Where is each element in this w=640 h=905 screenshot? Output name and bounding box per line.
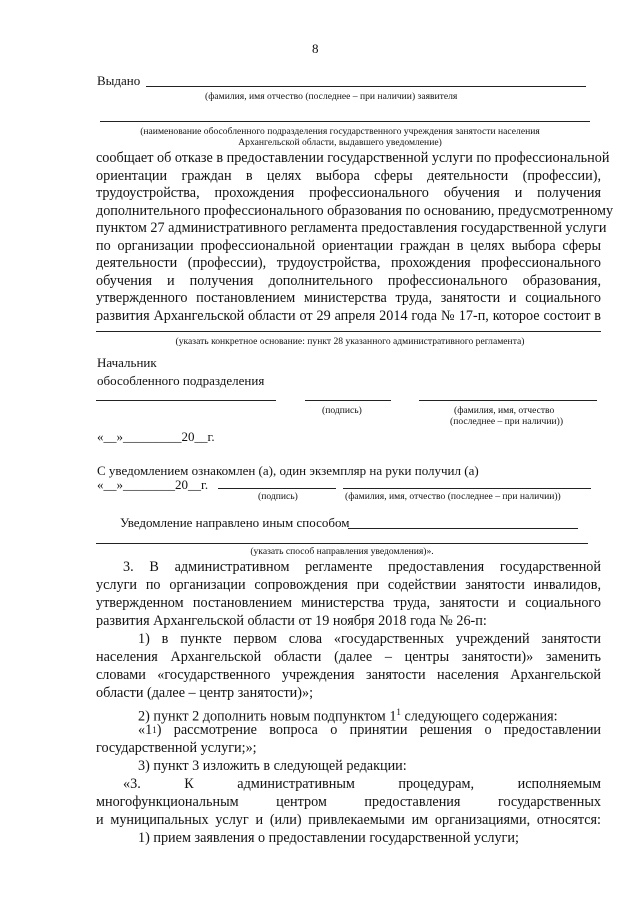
item2-quote-line: «1 1 ) рассмотрение вопроса о принятии решения о предоставлении (138, 722, 601, 738)
body-line: дополнительного профессионального образования по основанию, предусмотренному (96, 202, 614, 219)
body-line: обучения и получения дополнительного профессионального образования, (96, 272, 601, 289)
caption-subdivision-1: (наименование обособленного подразделения государственного учреждения занятости населения (140, 126, 540, 137)
issued-label: Выдано (97, 73, 141, 88)
body-line: деятельности (профессии), трудоустройства, прохождения профессионального (96, 255, 601, 271)
body-line: ориентации граждан в целях выбора сферы деятельности (профессии), (96, 167, 601, 184)
item1-line: словами «государственного учреждения занятости населения Архангельской (96, 667, 601, 683)
item3-line: 3) пункт 3 изложить в следующей редакции: (138, 758, 407, 774)
body-line: пунктом 27 административного регламента предоставления государственной услуги (96, 220, 607, 236)
head-title-2: обособленного подразделения (97, 373, 265, 388)
caption-subdivision-2: Архангельской области, выдавшего уведомление) (238, 137, 442, 148)
item1-line: населения Архангельской области (далее – центры занятости)» заменить (96, 649, 601, 665)
name-line (419, 400, 597, 401)
name-line-2 (343, 488, 591, 489)
caption-name-1: (фамилия, имя, отчество (454, 405, 555, 416)
caption-method: (указать способ направления уведомления)». (250, 546, 434, 557)
item2-line: 2) пункт 2 дополнить новым подпунктом $1^1$ следующего содержания: (138, 707, 558, 725)
date-line-2: «__»________20__г. (97, 477, 209, 492)
body-line: по организации профессиональной ориентации граждан в целях выбора сферы (96, 237, 601, 254)
section3-line: услуги по организации сопровождения при содействии занятости инвалидов, (96, 577, 601, 593)
item2-quote-line-2: государственной услуги;»; (96, 740, 257, 756)
body-line: сообщает об отказе в предоставлении государственной услуги по профессиональной (96, 150, 610, 166)
signature-line (305, 400, 391, 401)
item1-line: области (далее – центр занятости)»; (96, 685, 314, 701)
item3-last-line: 1) прием заявления о предоставлении государственной услуги; (138, 830, 519, 846)
item3-quote-line: многофункциональным центром предоставления государственных (96, 794, 601, 810)
caption-applicant: (фамилия, имя отчество (последнее – при наличии) заявителя (205, 91, 458, 102)
section3-line: развития Архангельской области от 19 ноября 2018 года № 26-п: (96, 613, 487, 629)
item1-line: 1) в пункте первом слова «государственных учреждений занятости (138, 631, 601, 647)
page-number: 8 (312, 41, 319, 56)
applicant-line (146, 86, 586, 87)
subdivision-line (100, 121, 590, 122)
date-line: «__»_________20__г. (97, 429, 215, 444)
acknowledged-text: С уведомлением ознакомлен (а), один экземпляр на руки получил (а) (97, 463, 479, 478)
body-line: утвержденного постановлением министерства труда, занятости и социального (96, 290, 601, 306)
head-title-1: Начальник (97, 355, 157, 370)
body-line: трудоустройства, прохождения профессионального обучения и получения (96, 185, 601, 201)
head-line-1 (96, 400, 276, 401)
caption-name-2: (последнее – при наличии)) (450, 416, 564, 427)
caption-name-full: (фамилия, имя, отчество (последнее – при наличии)) (345, 491, 561, 502)
basis-line (96, 331, 601, 332)
signature-line-2 (218, 488, 336, 489)
caption-signature: (подпись) (322, 405, 362, 416)
caption-signature-2: (подпись) (258, 491, 298, 502)
notice-line-1 (348, 528, 578, 529)
item3-quote-line: «3. К административным процедурам, исполняемым (123, 776, 601, 792)
item3-quote-line: и муниципальных услуг и (или) привлекаемыми им организациями, относятся: (96, 812, 601, 828)
notice-other: Уведомление направлено иным способом (120, 515, 350, 530)
body-line: развития Архангельской области от 29 апреля 2014 года № 17-п, которое состоит в (96, 307, 601, 324)
section3-line: 3. В административном регламенте предоставления государственной (123, 559, 601, 575)
notice-line-2 (96, 543, 588, 544)
section3-line: утвержденном постановлением министерства труда, занятости и социального (96, 595, 601, 611)
caption-basis: (указать конкретное основание: пункт 28 указанного административного регламента) (175, 336, 525, 347)
